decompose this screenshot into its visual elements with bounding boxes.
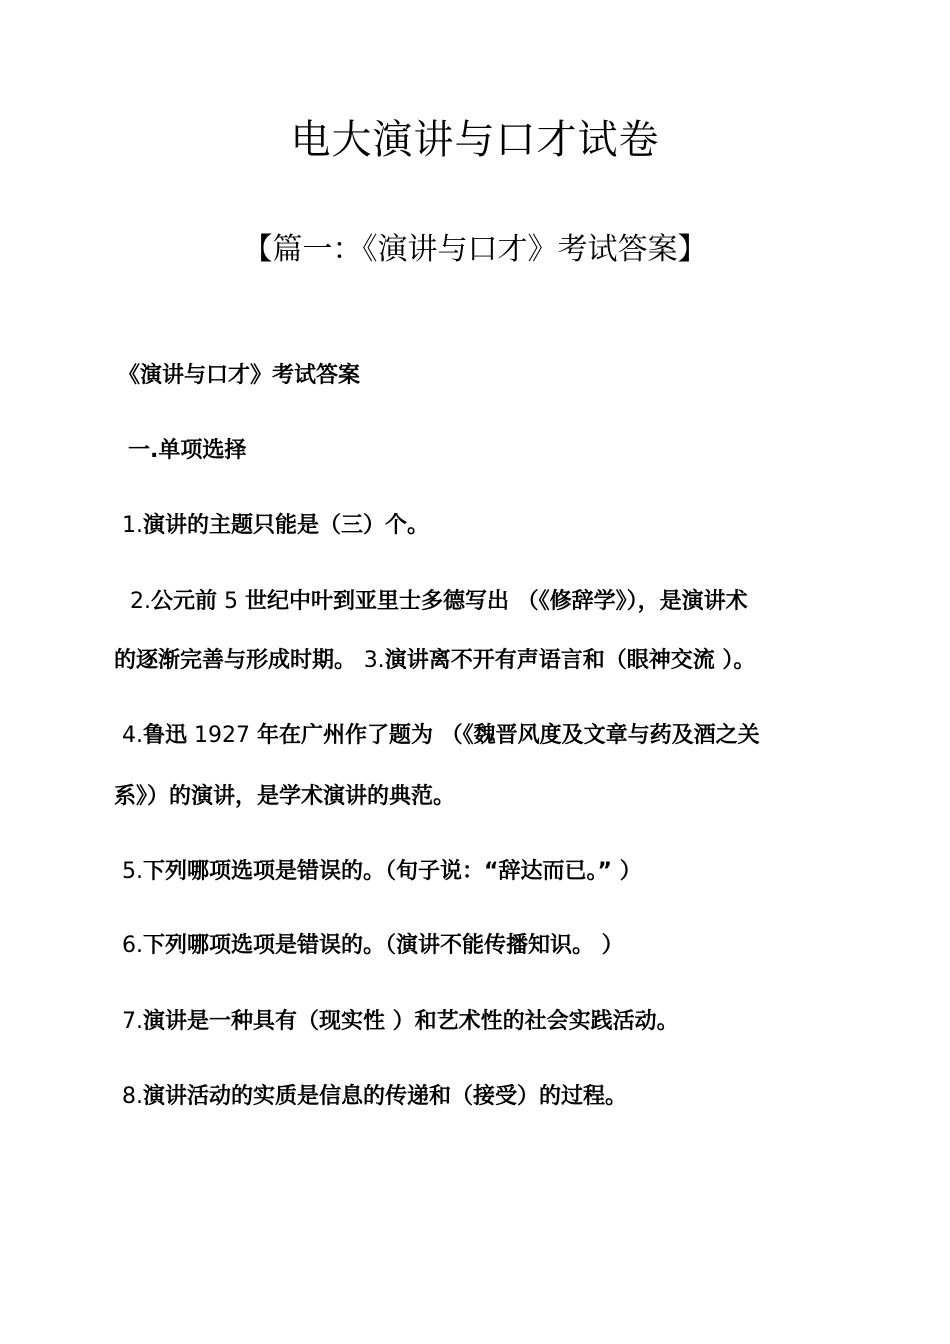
question-number: 7. (122, 1009, 143, 1034)
question-6 (122, 930, 624, 962)
question-number: 2. (130, 589, 151, 614)
question-text: 世纪中叶到亚里士多德写出 （《修辞学》），是演讲术 (245, 589, 748, 614)
question-text: 演讲是一种具有（现实性 ）和艺术性的社会实践活动。 (143, 1009, 679, 1034)
question-number-inline: 5 (217, 589, 245, 614)
question-4-line-1 (122, 720, 760, 752)
document-title: 电大演讲与口才试卷 (290, 117, 660, 163)
question-text: 鲁迅 (143, 723, 188, 748)
question-2-line-1 (130, 586, 748, 618)
question-5 (122, 856, 642, 888)
question-text: 演讲的主题只能是（三）个。 (143, 513, 430, 538)
question-text: 系》）的演讲，是学术演讲的典范。 (114, 784, 456, 809)
question-text: 下列哪项选项是错误的。（演讲不能传播知识。 ） (143, 933, 624, 958)
question-4-line-2 (114, 781, 455, 813)
question-text: 公元前 (151, 589, 218, 614)
question-number: 4. (122, 723, 143, 748)
question-number: 1. (122, 513, 143, 538)
question-text: 的逐渐完善与形成时期。 (114, 648, 357, 673)
question-8 (122, 1081, 627, 1113)
question-text: 年在广州作了题为 （《魏晋风度及文章与药及酒之关 (257, 723, 760, 748)
question-number: 8. (122, 1084, 143, 1109)
section-title: 一.单项选择 (128, 438, 247, 463)
document-subtitle: 【篇一：《演讲与口才》考试答案】 (242, 232, 708, 267)
question-number: 6. (122, 933, 143, 958)
question-text: 下列哪项选项是错误的。（旬子说：“辞达而已。” ） (143, 859, 642, 884)
question-number: 5. (122, 859, 143, 884)
section-heading: 《演讲与口才》考试答案 (118, 363, 361, 388)
question-number-inline: 1927 (187, 723, 257, 748)
question-1 (122, 510, 429, 542)
question-text: 演讲活动的实质是信息的传递和（接受）的过程。 (143, 1084, 628, 1109)
question-2-line-2 (114, 645, 755, 677)
question-text: 演讲离不开有声语言和（眼神交流 ）。 (384, 648, 756, 673)
question-number: 3. (363, 648, 385, 673)
question-7 (122, 1006, 679, 1038)
